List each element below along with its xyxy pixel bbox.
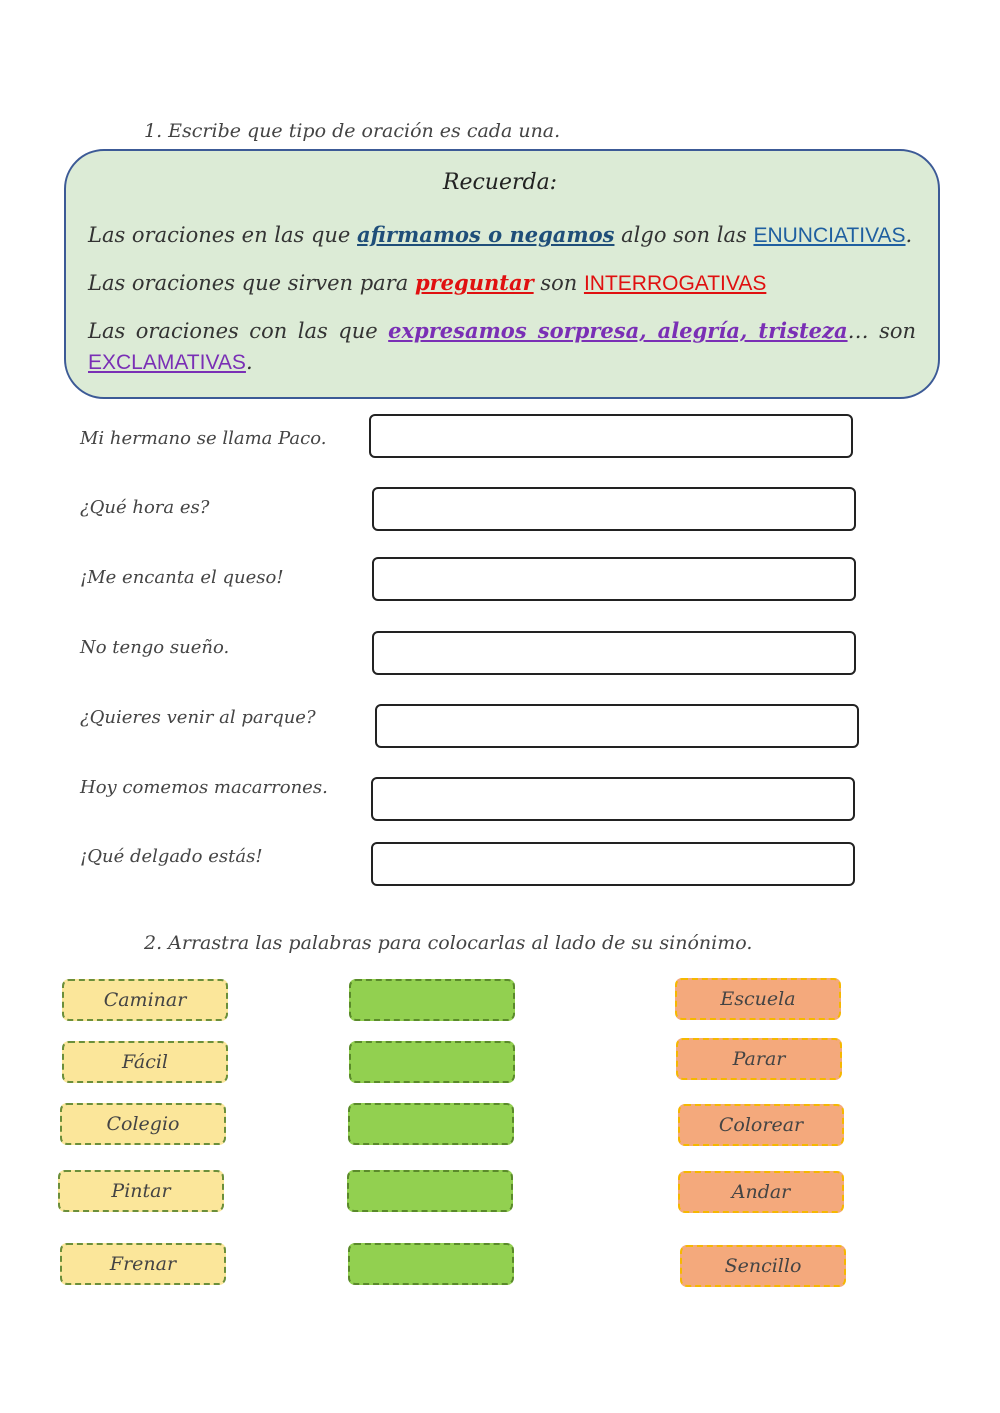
- sentence-7: ¡Qué delgado estás!: [80, 846, 263, 867]
- reminder-text: .: [905, 223, 913, 247]
- term-exclamativas: EXCLAMATIVAS: [88, 351, 246, 374]
- word-label: Fácil: [121, 1051, 168, 1073]
- synonym-label: Colorear: [718, 1114, 804, 1136]
- word-label: Frenar: [109, 1253, 177, 1275]
- answer-input-6[interactable]: [371, 777, 855, 821]
- sentence-6: Hoy comemos macarrones.: [80, 777, 328, 798]
- answer-input-2[interactable]: [372, 487, 856, 531]
- reminder-text: .: [245, 350, 253, 374]
- reminder-line-interrogativas: [88, 270, 916, 296]
- answer-input-5[interactable]: [375, 704, 859, 748]
- reminder-line-exclamativas-2: [88, 350, 916, 375]
- exercise2-instruction: 2. Arrastra las palabras para colocarlas al lado de su sinónimo.: [144, 932, 753, 954]
- draggable-word[interactable]: [62, 1041, 228, 1083]
- reminder-text: Las oraciones en las que: [88, 223, 358, 247]
- reminder-title: Recuerda:: [442, 170, 558, 195]
- draggable-word[interactable]: [58, 1170, 224, 1212]
- answer-input-3[interactable]: [372, 557, 856, 601]
- sentence-2: ¿Qué hora es?: [80, 497, 210, 518]
- synonym-label: Parar: [732, 1048, 786, 1070]
- drop-slot[interactable]: [348, 1103, 514, 1145]
- sentence-3: ¡Me encanta el queso!: [80, 567, 284, 588]
- term-enunciativas: ENUNCIATIVAS: [753, 224, 906, 247]
- reminder-text: … son: [847, 319, 917, 343]
- answer-input-4[interactable]: [372, 631, 856, 675]
- answer-input-1[interactable]: [369, 414, 853, 458]
- reminder-text: Las oraciones que sirven para: [88, 271, 415, 295]
- drop-slot[interactable]: [348, 1243, 514, 1285]
- reminder-line-enunciativas: [88, 222, 916, 248]
- synonym-label: Sencillo: [724, 1255, 802, 1277]
- drop-slot[interactable]: [349, 1041, 515, 1083]
- term-interrogativas: INTERROGATIVAS: [583, 272, 767, 295]
- draggable-word[interactable]: [62, 979, 228, 1021]
- word-label: Pintar: [111, 1180, 171, 1202]
- draggable-word[interactable]: [60, 1243, 226, 1285]
- reminder-highlight: expresamos sorpresa, alegría, tristeza: [388, 318, 848, 343]
- sentence-5: ¿Quieres venir al parque?: [80, 707, 316, 728]
- sentence-1: Mi hermano se llama Paco.: [80, 428, 327, 449]
- synonym-label: Escuela: [720, 988, 796, 1010]
- synonym-box: [678, 1171, 844, 1213]
- synonym-label: Andar: [731, 1181, 791, 1203]
- reminder-text: Las oraciones con las que: [88, 319, 389, 343]
- drop-slot[interactable]: [347, 1170, 513, 1212]
- reminder-text: son: [533, 271, 584, 295]
- drop-slot[interactable]: [349, 979, 515, 1021]
- word-label: Colegio: [106, 1113, 180, 1135]
- synonym-box: [676, 1038, 842, 1080]
- reminder-line-exclamativas: [88, 318, 916, 343]
- synonym-box: [675, 978, 841, 1020]
- synonym-box: [680, 1245, 846, 1287]
- reminder-text: algo son las: [614, 223, 754, 247]
- answer-input-7[interactable]: [371, 842, 855, 886]
- reminder-highlight: preguntar: [414, 270, 534, 295]
- word-label: Caminar: [103, 989, 187, 1011]
- draggable-word[interactable]: [60, 1103, 226, 1145]
- synonym-box: [678, 1104, 844, 1146]
- exercise1-instruction: 1. Escribe que tipo de oración es cada una.: [144, 120, 561, 142]
- reminder-highlight: afirmamos o negamos: [357, 222, 615, 247]
- sentence-4: No tengo sueño.: [80, 637, 230, 658]
